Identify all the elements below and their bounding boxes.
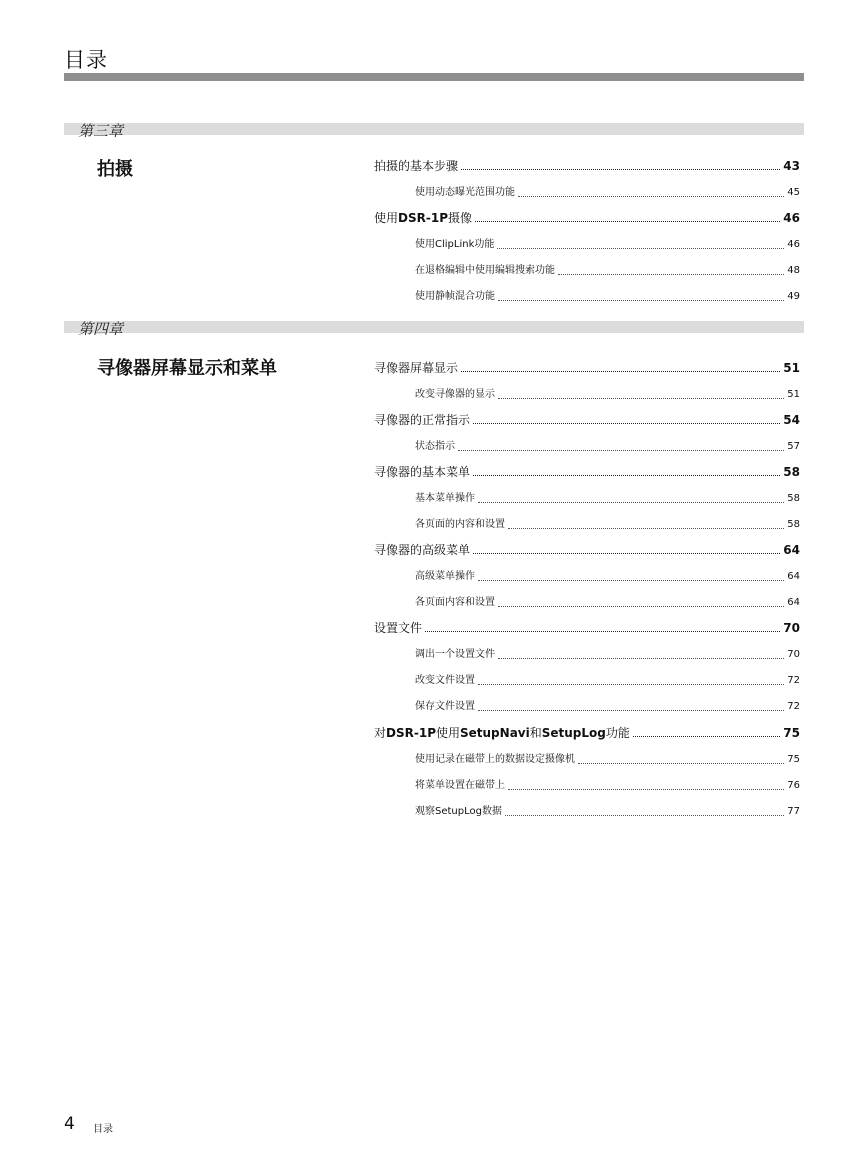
- dot-leader: [461, 169, 780, 170]
- toc-entry-title: 拍摄的基本步骤: [374, 159, 459, 173]
- chapter-4-heading: 寻像器屏幕显示和菜单: [97, 358, 277, 379]
- toc-subentry[interactable]: [415, 779, 800, 793]
- toc-entry[interactable]: [374, 726, 800, 740]
- toc-entry-title: 改变寻像器的显示: [415, 389, 495, 400]
- toc-page-number: 72: [787, 701, 800, 712]
- toc-subentry[interactable]: [415, 264, 800, 278]
- toc-page-number: 64: [787, 597, 800, 608]
- dot-leader: [633, 736, 780, 737]
- toc-entry-title: 使用静帧混合功能: [415, 291, 495, 302]
- toc-entry-title: 寻像器的正常指示: [374, 413, 471, 427]
- toc-page-number: 64: [787, 571, 800, 582]
- dot-leader: [473, 475, 780, 476]
- toc-subentry[interactable]: [415, 596, 800, 610]
- title-rule: [64, 73, 804, 81]
- toc-subentry[interactable]: [415, 700, 800, 714]
- dot-leader: [475, 221, 780, 222]
- toc-entry-title: 寻像器的基本菜单: [374, 465, 471, 479]
- toc-entry[interactable]: [374, 211, 800, 225]
- dot-leader: [508, 528, 784, 529]
- toc-subentry[interactable]: [415, 753, 800, 767]
- toc-page-number: 51: [787, 389, 800, 400]
- toc-entry-title: 基本菜单操作: [415, 493, 475, 504]
- dot-leader: [478, 710, 784, 711]
- page-number: 4: [64, 1114, 75, 1134]
- dot-leader: [498, 658, 784, 659]
- toc-entry-title: 在退格编辑中使用编辑搜索功能: [415, 265, 555, 276]
- toc-page-number: 45: [787, 187, 800, 198]
- toc-entry[interactable]: [374, 413, 800, 427]
- dot-leader: [518, 196, 784, 197]
- chapter-3-bar: [64, 123, 804, 135]
- toc-page-number: 70: [783, 621, 800, 635]
- page-title: 目录: [64, 48, 108, 72]
- toc-page-number: 58: [787, 519, 800, 530]
- toc-subentry[interactable]: [415, 518, 800, 532]
- toc-page-number: 72: [787, 675, 800, 686]
- toc-entry-title: 改变文件设置: [415, 675, 475, 686]
- toc-page-number: 54: [783, 413, 800, 427]
- toc-entry-title: 保存文件设置: [415, 701, 475, 712]
- toc-entry-title: 对DSR-1P使用SetupNavi和SetupLog功能: [374, 726, 630, 740]
- chapter-3-label: 第三章: [78, 122, 124, 140]
- chapter-4-bar: [64, 321, 804, 333]
- dot-leader: [473, 423, 780, 424]
- toc-page-number: 49: [787, 291, 800, 302]
- dot-leader: [505, 815, 784, 816]
- toc-entry-title: 使用ClipLink功能: [415, 239, 495, 250]
- toc-subentry[interactable]: [415, 388, 800, 402]
- toc-entry[interactable]: [374, 361, 800, 375]
- toc-entry-title: 各页面内容和设置: [415, 597, 495, 608]
- toc-subentry[interactable]: [415, 492, 800, 506]
- dot-leader: [558, 274, 784, 275]
- toc-entry-title: 使用记录在磁带上的数据设定摄像机: [415, 754, 575, 765]
- toc-entry-title: 各页面的内容和设置: [415, 519, 505, 530]
- toc-page-number: 46: [783, 211, 800, 225]
- chapter-4-label: 第四章: [78, 320, 124, 338]
- toc-entry[interactable]: [374, 621, 800, 635]
- chapter-3-heading: 拍摄: [97, 159, 133, 180]
- toc-entry[interactable]: [374, 159, 800, 173]
- dot-leader: [478, 502, 784, 503]
- dot-leader: [578, 763, 784, 764]
- toc-entry-title: 将菜单设置在磁带上: [415, 780, 505, 791]
- toc-page-number: 70: [787, 649, 800, 660]
- toc-subentry[interactable]: [415, 290, 800, 304]
- toc-entry-title: 高级菜单操作: [415, 571, 475, 582]
- toc-page-number: 76: [787, 780, 800, 791]
- toc-entry-title: 寻像器屏幕显示: [374, 361, 459, 375]
- toc-page-number: 51: [783, 361, 800, 375]
- dot-leader: [473, 553, 780, 554]
- toc-page-number: 58: [787, 493, 800, 504]
- dot-leader: [498, 398, 784, 399]
- toc-subentry[interactable]: [415, 186, 800, 200]
- toc-page-number: 43: [783, 159, 800, 173]
- dot-leader: [508, 789, 784, 790]
- toc-entry-title: 调出一个设置文件: [415, 649, 495, 660]
- dot-leader: [425, 631, 780, 632]
- toc-page-number: 46: [787, 239, 800, 250]
- toc-page-number: 48: [787, 265, 800, 276]
- toc-entry-title: 状态指示: [415, 441, 455, 452]
- footer-section-label: 目录: [93, 1124, 113, 1135]
- toc-page-number: 58: [783, 465, 800, 479]
- toc-subentry[interactable]: [415, 440, 800, 454]
- toc-entry-title: 设置文件: [374, 621, 423, 635]
- dot-leader: [498, 606, 784, 607]
- toc-entry-title: 寻像器的高级菜单: [374, 543, 471, 557]
- toc-entry[interactable]: [374, 543, 800, 557]
- dot-leader: [478, 580, 784, 581]
- toc-subentry[interactable]: [415, 648, 800, 662]
- toc-entry-title: 使用动态曝光范围功能: [415, 187, 515, 198]
- toc-subentry[interactable]: [415, 674, 800, 688]
- dot-leader: [478, 684, 784, 685]
- toc-entry[interactable]: [374, 465, 800, 479]
- toc-page-number: 77: [787, 806, 800, 817]
- toc-subentry[interactable]: [415, 238, 800, 252]
- toc-page-number: 75: [783, 726, 800, 740]
- dot-leader: [461, 371, 780, 372]
- toc-page-number: 64: [783, 543, 800, 557]
- toc-entry-title: 观察SetupLog数据: [415, 806, 502, 817]
- dot-leader: [498, 300, 784, 301]
- toc-subentry[interactable]: [415, 570, 800, 584]
- toc-page-number: 57: [787, 441, 800, 452]
- toc-page-number: 75: [787, 754, 800, 765]
- toc-entry-title: 使用DSR-1P摄像: [374, 211, 472, 225]
- toc-subentry[interactable]: [415, 805, 800, 819]
- dot-leader: [497, 248, 784, 249]
- dot-leader: [458, 450, 784, 451]
